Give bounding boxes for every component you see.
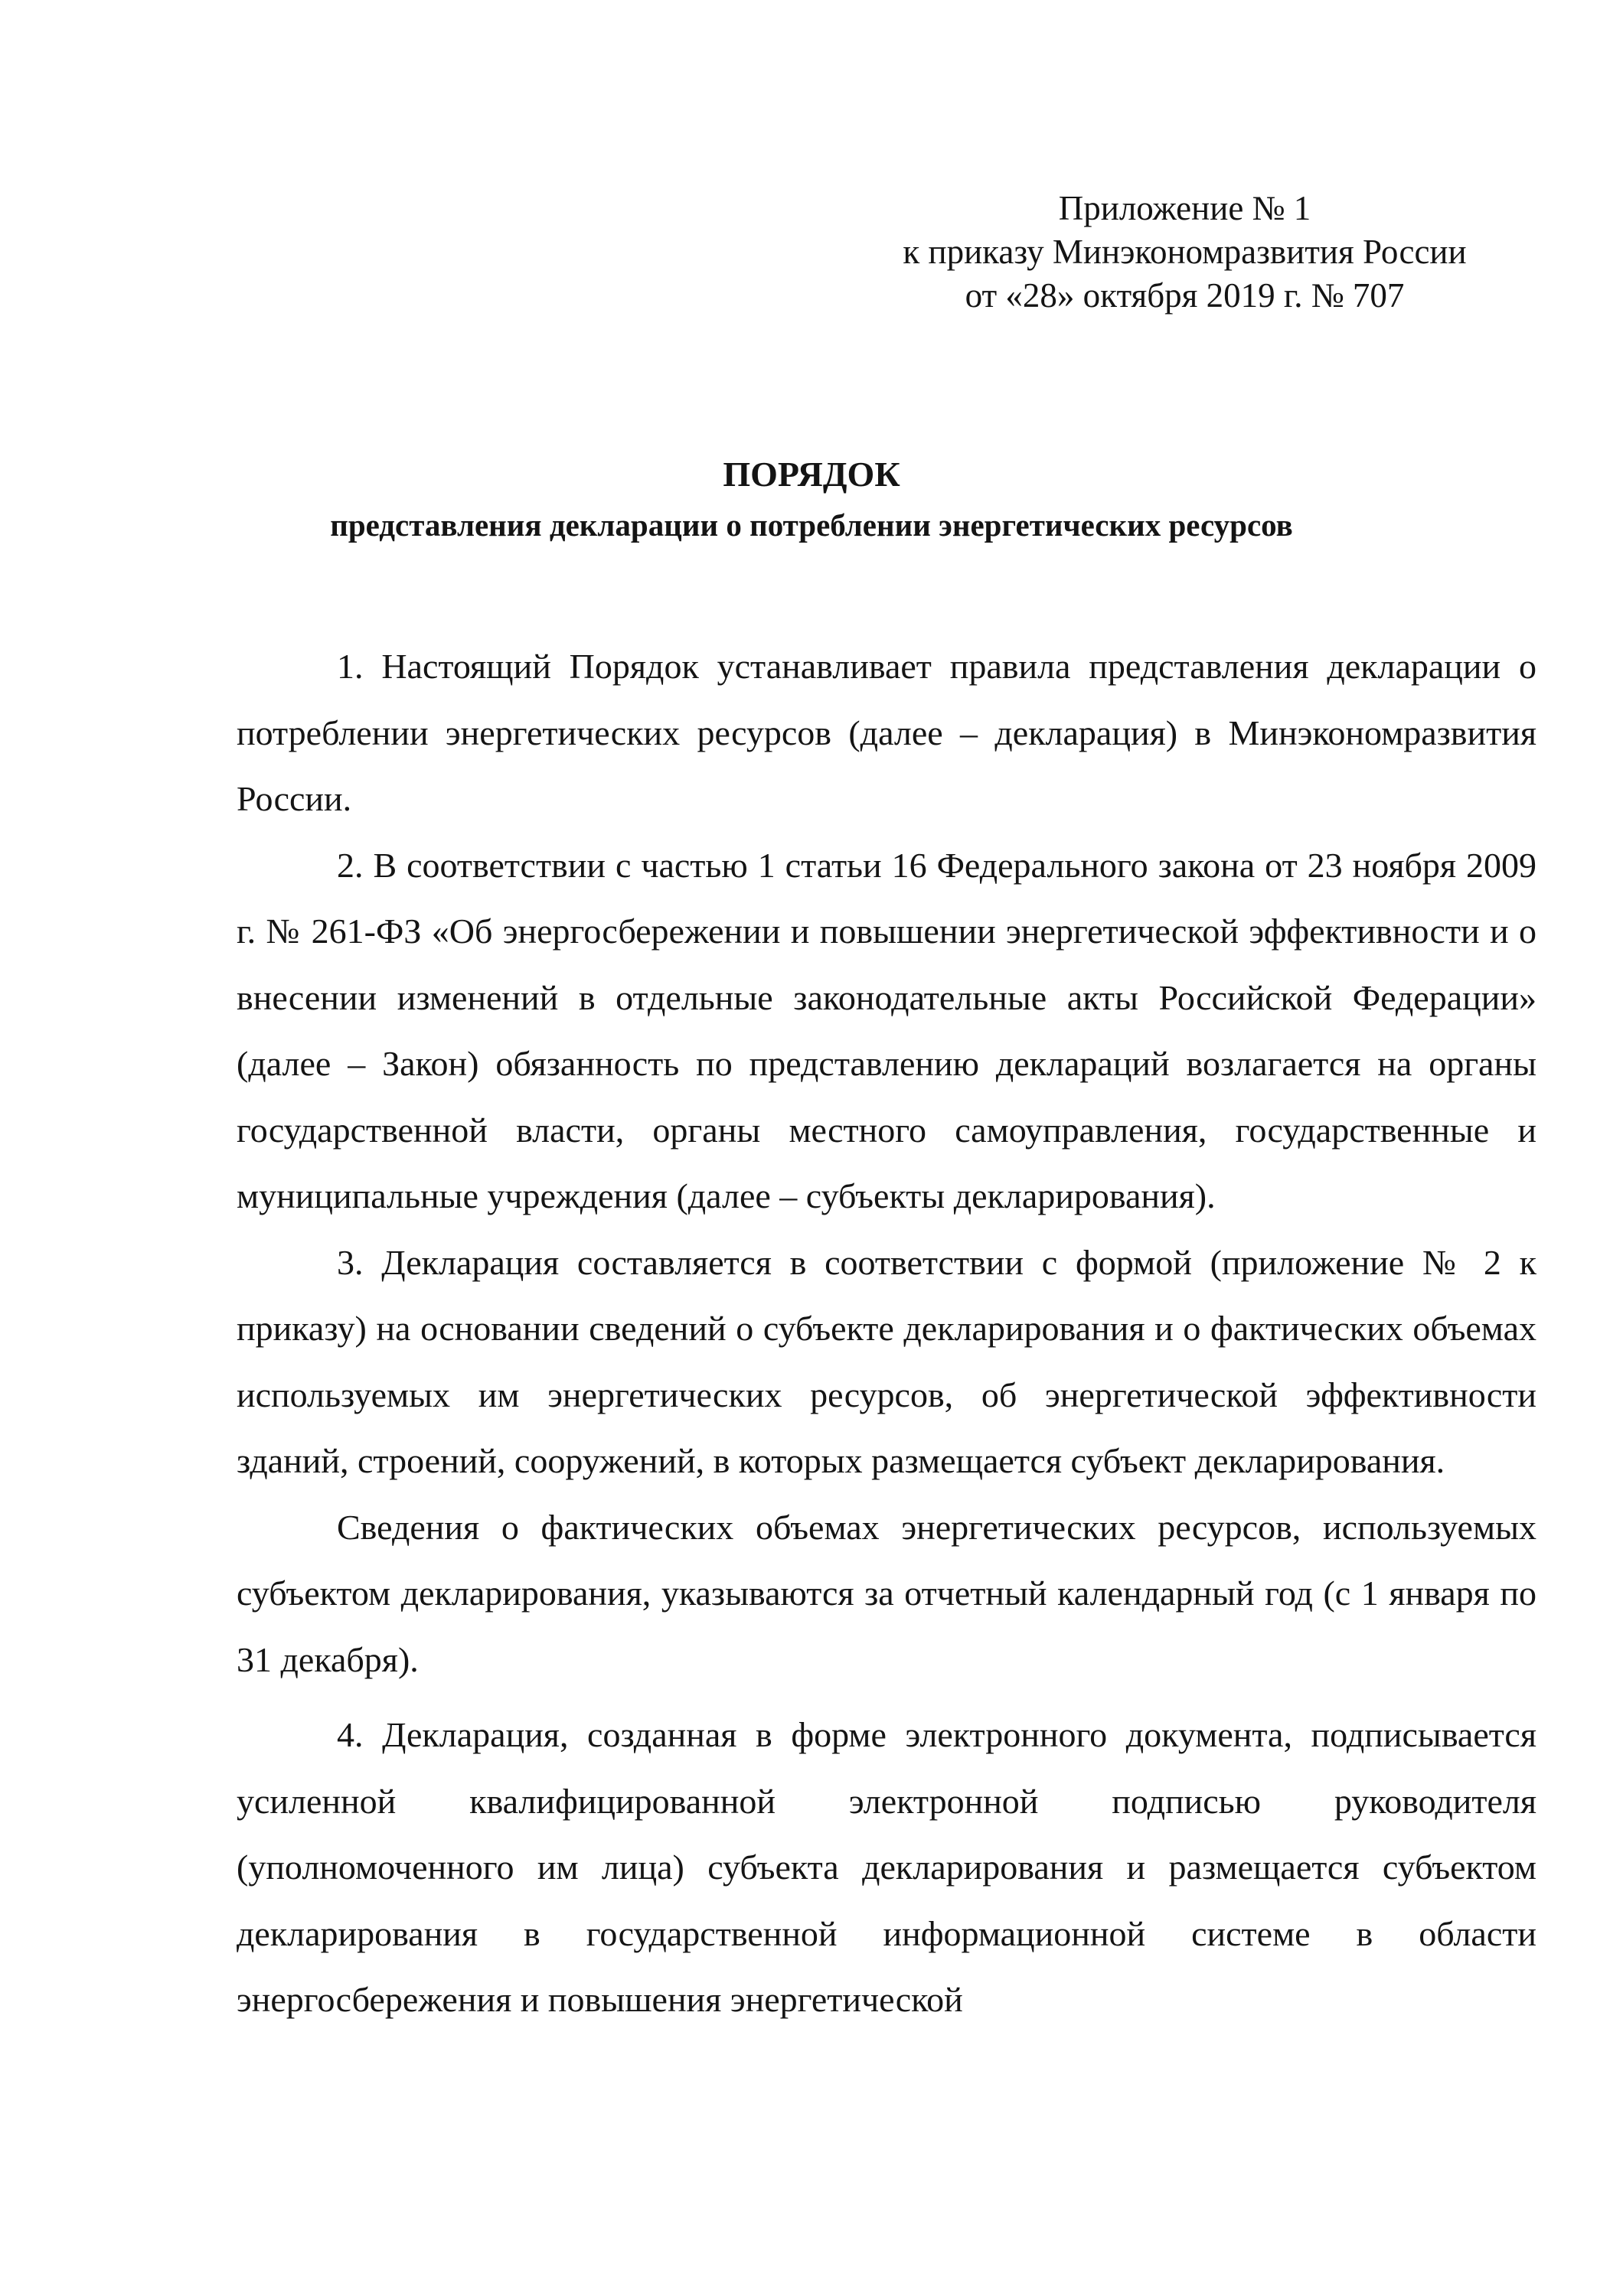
document-title: ПОРЯДОК (723, 455, 900, 494)
paragraph-3-continued: Сведения о фактических объемах энергетических ресурсов, используемых субъектом декларирования, указываются за отчетный календарный год (с 1 января по 31 декабря). (237, 1507, 1536, 1679)
document-subtitle: представления декларации о потреблении энергетических ресурсов (330, 507, 1293, 543)
paragraph-3: 3. Декларация составляется в соответствии с формой (приложение № 2 к приказу) на основании сведений о субъекте декларирования и о фактических объемах используемых им энергетических ресурсов, об энергетической эффективности зданий, строений, сооружений, в которых размещается субъект декларирования. (237, 1242, 1536, 1480)
paragraph-1: 1. Настоящий Порядок устанавливает правила представления декларации о потреблении энергетических ресурсов (далее – декларация) в Минэкономразвития России. (237, 647, 1536, 818)
paragraph-4: 4. Декларация, созданная в форме электронного документа, подписывается усиленной квалифицированной электронной подписью руководителя (уполномоченного им лица) субъекта декларирования и размещается субъектом декларирования в государственной информационной системе в области энергосбережения и повышения энергетической (237, 1715, 1536, 2019)
approval-block (834, 187, 1535, 318)
approval-line-appendix: Приложение № 1 (1058, 189, 1311, 227)
paragraph-2: 2. В соответствии с частью 1 статьи 16 Федерального закона от 23 ноября 2009 г. № 261-ФЗ «Об энергосбережении и повышении энергетической эффективности и о внесении изменений в отдельные законодательные акты Российской Федерации» (далее – Закон) обязанность по представлению деклараций возлагается на органы государственной власти, органы местного самоуправления, государственные и муниципальные учреждения (далее – субъекты декларирования). (237, 845, 1536, 1215)
approval-line-order: к приказу Минэкономразвития России (903, 233, 1467, 271)
document-body (237, 634, 1536, 2033)
approval-line-date: от «28» октября 2019 г. № 707 (965, 276, 1405, 315)
